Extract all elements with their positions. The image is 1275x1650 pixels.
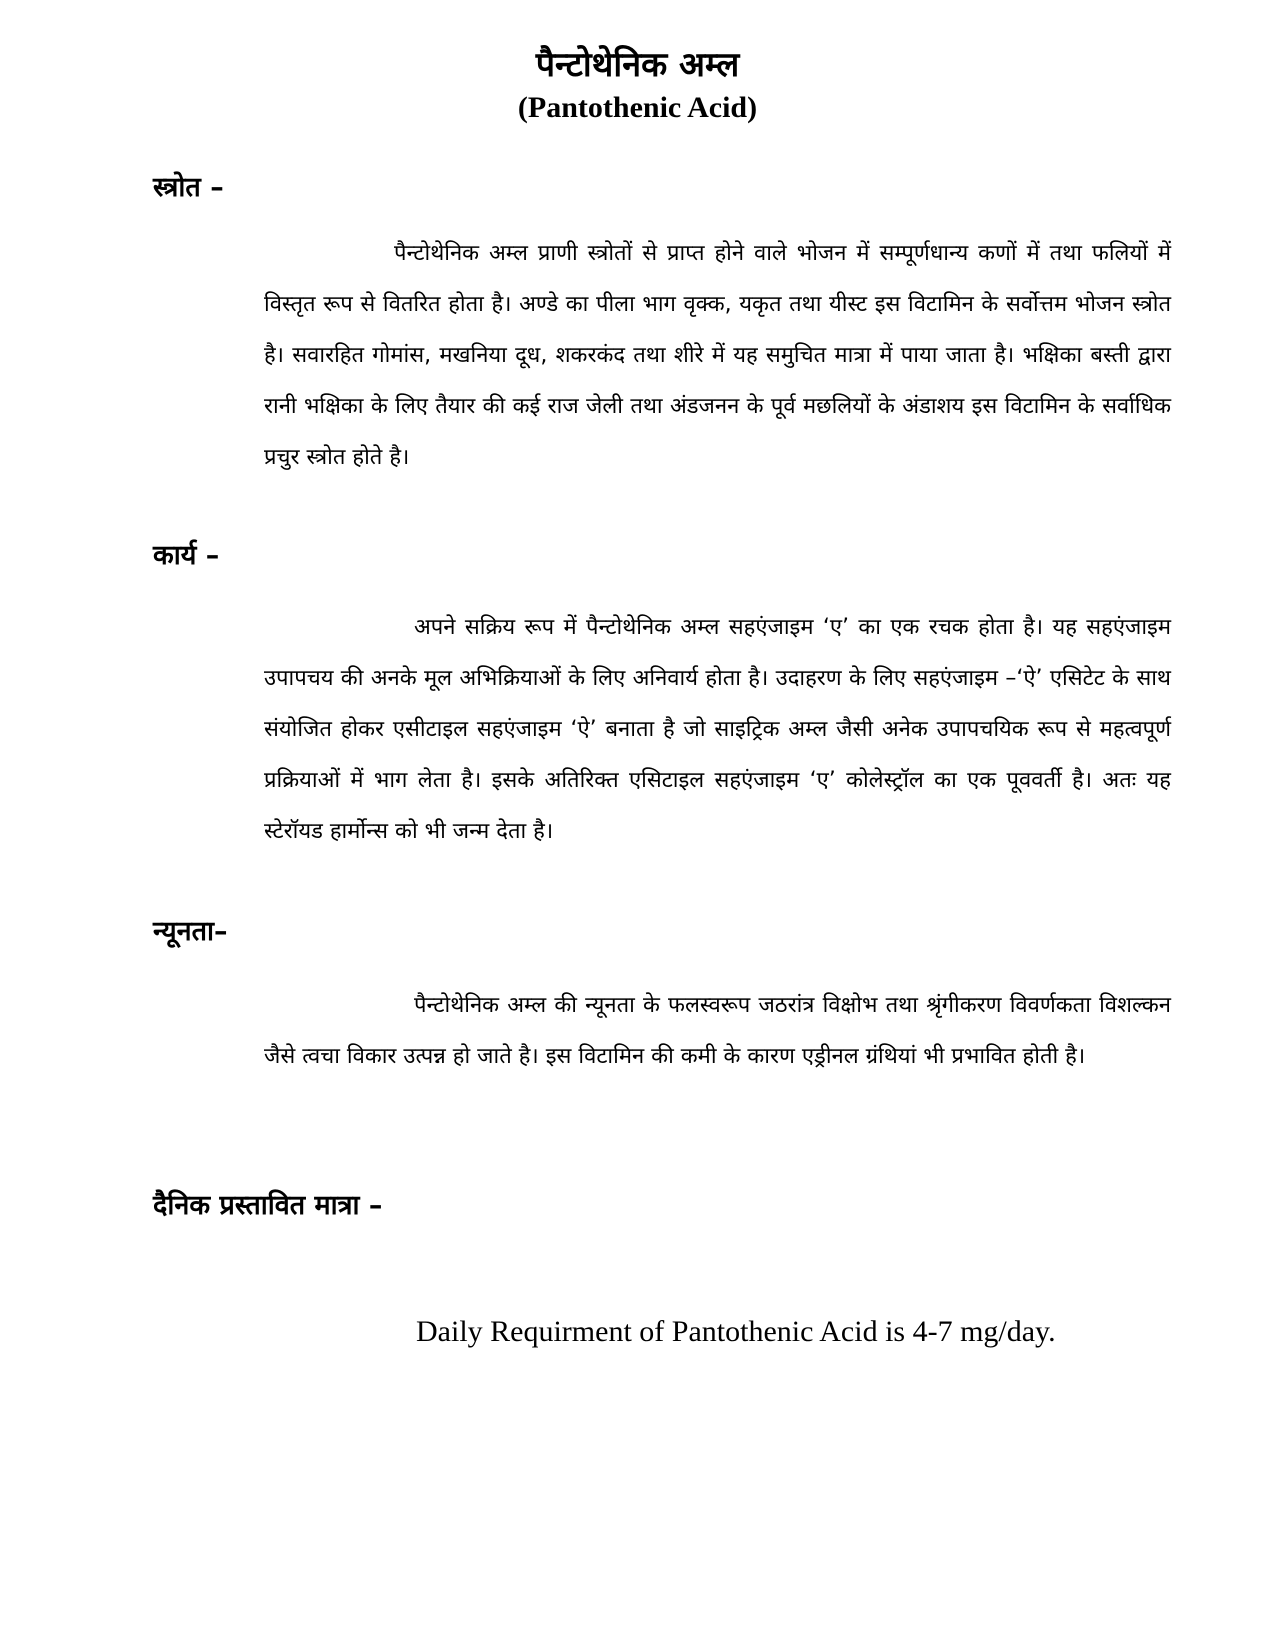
page-title-english: (Pantothenic Acid) xyxy=(517,91,758,124)
function-paragraph: अपने सक्रिय रूप में पैन्टोथेनिक अम्ल सहएंजाइम ‘ए’ का एक रचक होता है। यह सहएंजाइम उपापचय की अनके मूल अभिक्रियाओं के लिए अनिवार्य होता है। उदाहरण के लिए सहएंजाइम –‘ऐ’ एसिटेट के साथ संयोजित होकर एसीटाइल सहएंजाइम ‘ऐ’ बनाता है जो साइट्रिक अम्ल जैसी अनेक उपापचयिक रूप से महत्वपूर्ण प्रक्रियाओं में भाग लेता है। इसके अतिरिक्त एसिटाइल सहएंजाइम ‘ए’ कोलेस्ट्रॉल का एक पूववर्ती है। अतः यह स्टेरॉयड हार्मोन्स को भी जन्म देता है। xyxy=(264,615,1171,844)
daily-dose-heading: दैनिक प्रस्तावित मात्रा – xyxy=(153,1190,383,1221)
daily-requirement-text: Daily Requirment of Pantothenic Acid is 4-7 mg/day. xyxy=(416,1315,1056,1348)
source-heading: स्त्रोत – xyxy=(153,172,224,203)
deficiency-heading: न्यूनता– xyxy=(153,916,228,947)
deficiency-paragraph: पैन्टोथेनिक अम्ल की न्यूनता के फलस्वरूप जठरांत्र विक्षोभ तथा श्रृंगीकरण विवर्णकता विशल्कन जैसे त्वचा विकार उत्पन्न हो जाते है। इस विटामिन की कमी के कारण एड्रीनल ग्रंथियां भी प्रभावित होती है। xyxy=(264,993,1171,1069)
function-heading: कार्य – xyxy=(153,540,220,571)
page-title-hindi: पैन्टोथेनिक अम्ल xyxy=(535,45,740,85)
source-paragraph: पैन्टोथेनिक अम्ल प्राणी स्त्रोतों से प्राप्त होने वाले भोजन में सम्पूर्णधान्य कणों में तथा फलियों में विस्तृत रूप से वितरित होता है। अण्डे का पीला भाग वृक्क, यकृत तथा यीस्ट इस विटामिन के सर्वोत्तम भोजन स्त्रोत है। सवारहित गोमांस, मखनिया दूध, शकरकंद तथा शीरे में यह समुचित मात्रा में पाया जाता है। भक्षिका बस्ती द्वारा रानी भक्षिका के लिए तैयार की कई राज जेली तथा अंडजनन के पूर्व मछलियों के अंडाशय इस विटामिन के सर्वाधिक प्रचुर स्त्रोत होते है। xyxy=(264,241,1171,470)
